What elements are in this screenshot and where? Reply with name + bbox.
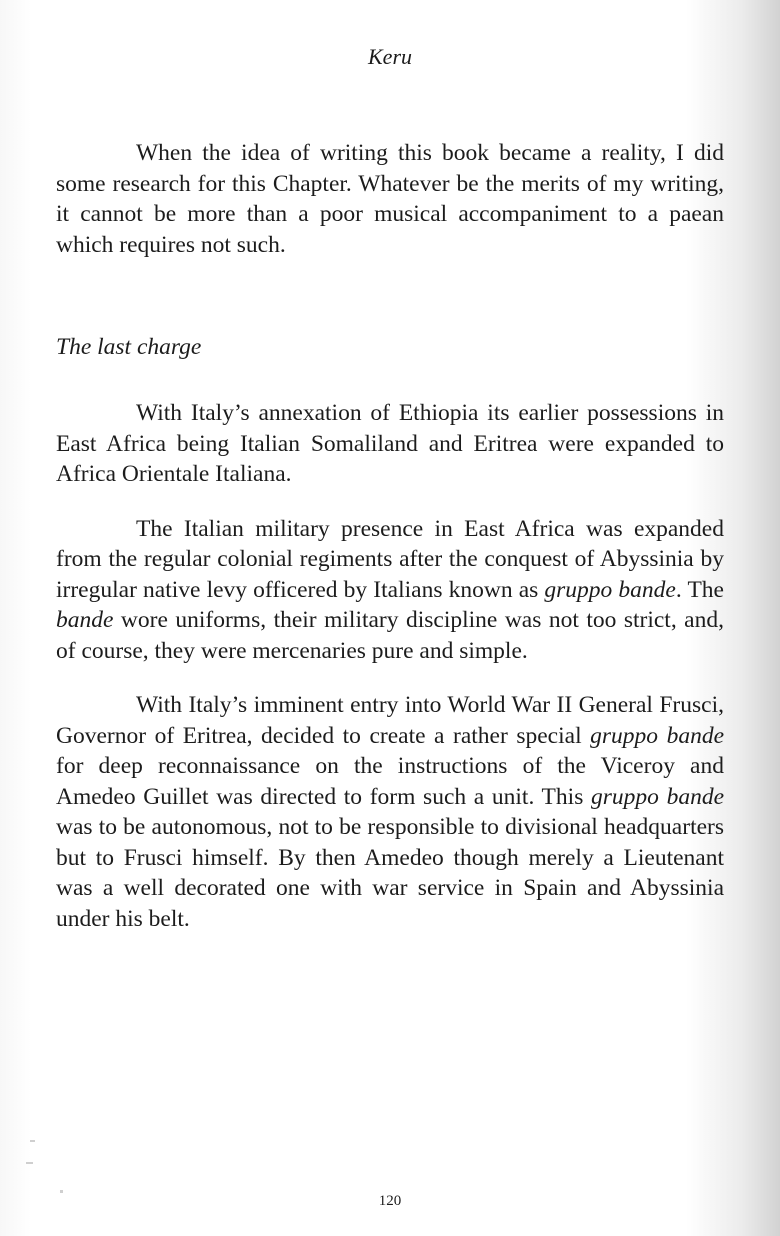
italic-term: gruppo bande (590, 722, 725, 749)
paragraph-text: wore uniforms, their military discipline was not too strict, and, of course, they were mercenaries pure and simple. (56, 607, 724, 664)
body-paragraph-1: With Italy’s annexation of Ethiopia its earlier possessions in East Africa being Italian Somaliland and Eritrea were expanded to Africa Orientale Italiana. (56, 400, 724, 487)
body-paragraph-2 (56, 514, 724, 667)
scan-speck (30, 1140, 35, 1142)
body-paragraph-3 (56, 690, 724, 934)
italic-term: bande (56, 607, 114, 633)
paragraph-text: With Italy’s imminent entry into World War II General Frusci, Governor of Eritrea, decided to create a rather special (56, 692, 724, 749)
paragraph-text: was to be autonomous, not to be responsible to divisional headquarters but to Frusci himself. By then Amedeo though merely a Lieutenant was a well decorated one with war service in Spain and Abyssinia under his belt. (56, 814, 724, 932)
paragraph-text: for deep reconnaissance on the instructions of the Viceroy and Amedeo Guillet was directed to form such a unit. This (56, 753, 724, 810)
running-head: Keru (368, 44, 412, 69)
italic-term: gruppo bande (544, 576, 676, 603)
scan-speck (26, 1162, 33, 1164)
paragraph-text: . The (675, 576, 724, 603)
section-heading: The last charge (56, 334, 202, 360)
page-number: 120 (378, 1193, 402, 1209)
paragraph-text: The Italian military presence in East Africa was expanded from the regular colonial regiments after the conquest of Abyssinia by irregular native levy officered by Italians known as (56, 515, 724, 603)
intro-paragraph: When the idea of writing this book became a reality, I did some research for this Chapter. Whatever be the merits of my writing, it cannot be more than a poor musical accompaniment to a paean which requires not such. (56, 140, 724, 258)
italic-term: gruppo bande (591, 783, 725, 810)
page-body (56, 138, 724, 934)
